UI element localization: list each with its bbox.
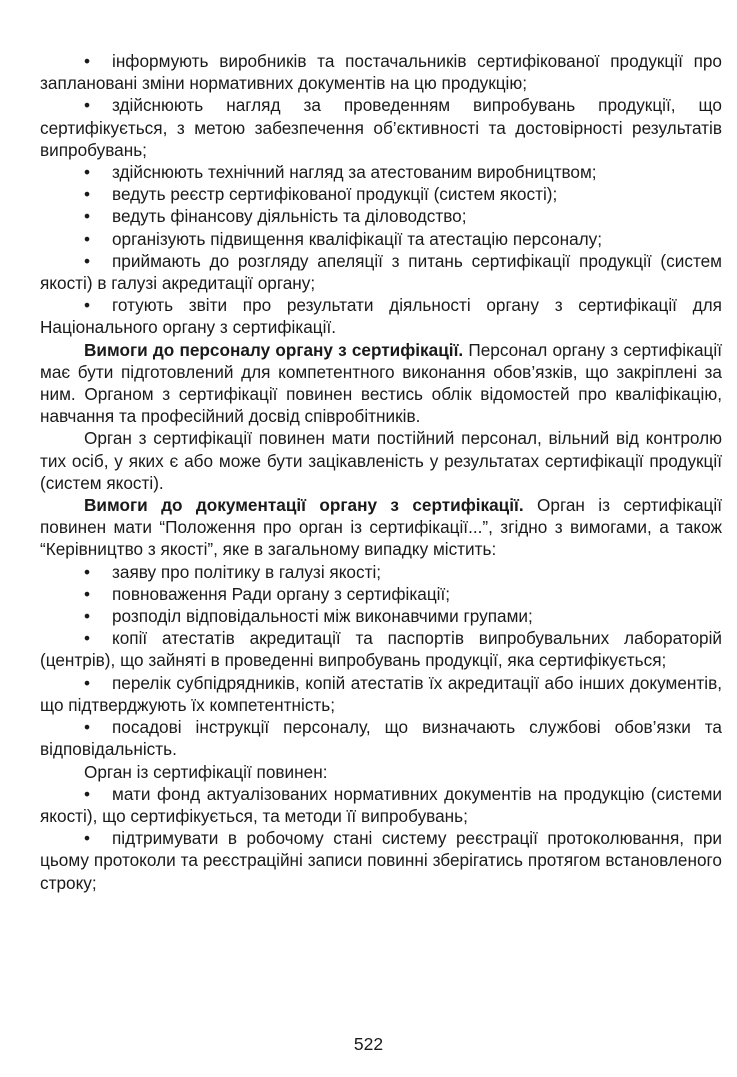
bullet-item: • приймають до розгляду апеляції з питань сертифікації продукції (систем якості) в галузі акредитації органу; [40, 250, 722, 294]
bullet-item: • здійснюють нагляд за проведенням випробувань продукції, що сертифікується, з метою забезпечення об’єктивності та достовірності результатів випробувань; [40, 94, 722, 161]
body-paragraph: Орган із сертифікації повинен: [84, 761, 328, 782]
page-body [40, 50, 722, 894]
bullet-item: • організують підвищення кваліфікації та атестацію персоналу; [40, 228, 722, 250]
bullet-item: • заяву про політику в галузі якості; [40, 561, 722, 583]
page-number: 522 [353, 1034, 384, 1054]
bullet-item: • розподіл відповідальності між виконавчими групами; [40, 605, 722, 627]
section-paragraph-documentation: Вимоги до документації органу з сертифікації. Орган із сертифікації повинен мати “Положення про орган із сертифікації...”, згідно з вимогами, а також “Керівництво з якості”, яке в загальному випадку містить: [40, 495, 722, 560]
bullet-item: • ведуть фінансову діяльність та діловодство; [40, 205, 722, 227]
bullet-item: • ведуть реєстр сертифікованої продукції (систем якості); [40, 183, 722, 205]
body-paragraph: Орган з сертифікації повинен мати постійний персонал, вільний від контролю тих осіб, у яких є або може бути зацікавленість у результатах сертифікації продукції (систем якості). [40, 428, 722, 493]
bullet-item: • повноваження Ради органу з сертифікації; [40, 583, 722, 605]
bullet-item: • перелік субпідрядників, копій атестатів їх акредитації або інших документів, що підтверджують їх компетентність; [40, 672, 722, 716]
bullet-item: • копії атестатів акредитації та паспортів випробувальних лабораторій (центрів), що зайняті в проведенні випробувань продукції, яка сертифікується; [40, 627, 722, 671]
section-heading-documentation: Вимоги до документації органу з сертифікації. [84, 495, 524, 516]
bullet-item: • інформують виробників та постачальників сертифікованої продукції про заплановані зміни нормативних документів на цю продукцію; [40, 50, 722, 94]
section-heading-personnel: Вимоги до персоналу органу з сертифікації. [84, 339, 464, 360]
bullet-item: • здійснюють технічний нагляд за атестованим виробництвом; [40, 161, 722, 183]
bullet-item: • посадові інструкції персоналу, що визначають службові обов’язки та відповідальність. [40, 716, 722, 760]
bullet-item: • готують звіти про результати діяльності органу з сертифікації для Національного органу з сертифікації. [40, 294, 722, 338]
bullet-item: • підтримувати в робочому стані систему реєстрації протоколювання, при цьому протоколи та реєстраційні записи повинні зберігатись протягом встановленого строку; [40, 827, 722, 894]
section-paragraph-personnel: Вимоги до персоналу органу з сертифікації. Персонал органу з сертифікації має бути підготовлений для компетентного виконання обов’язків, що закріплені за ним. Органом з сертифікації повинен вестись облік відомостей про кваліфікацію, навчання та професійний досвід співробітників. [40, 339, 722, 427]
bullet-item: • мати фонд актуалізованих нормативних документів на продукцію (системи якості), що сертифікується, та методи її випробувань; [40, 783, 722, 827]
